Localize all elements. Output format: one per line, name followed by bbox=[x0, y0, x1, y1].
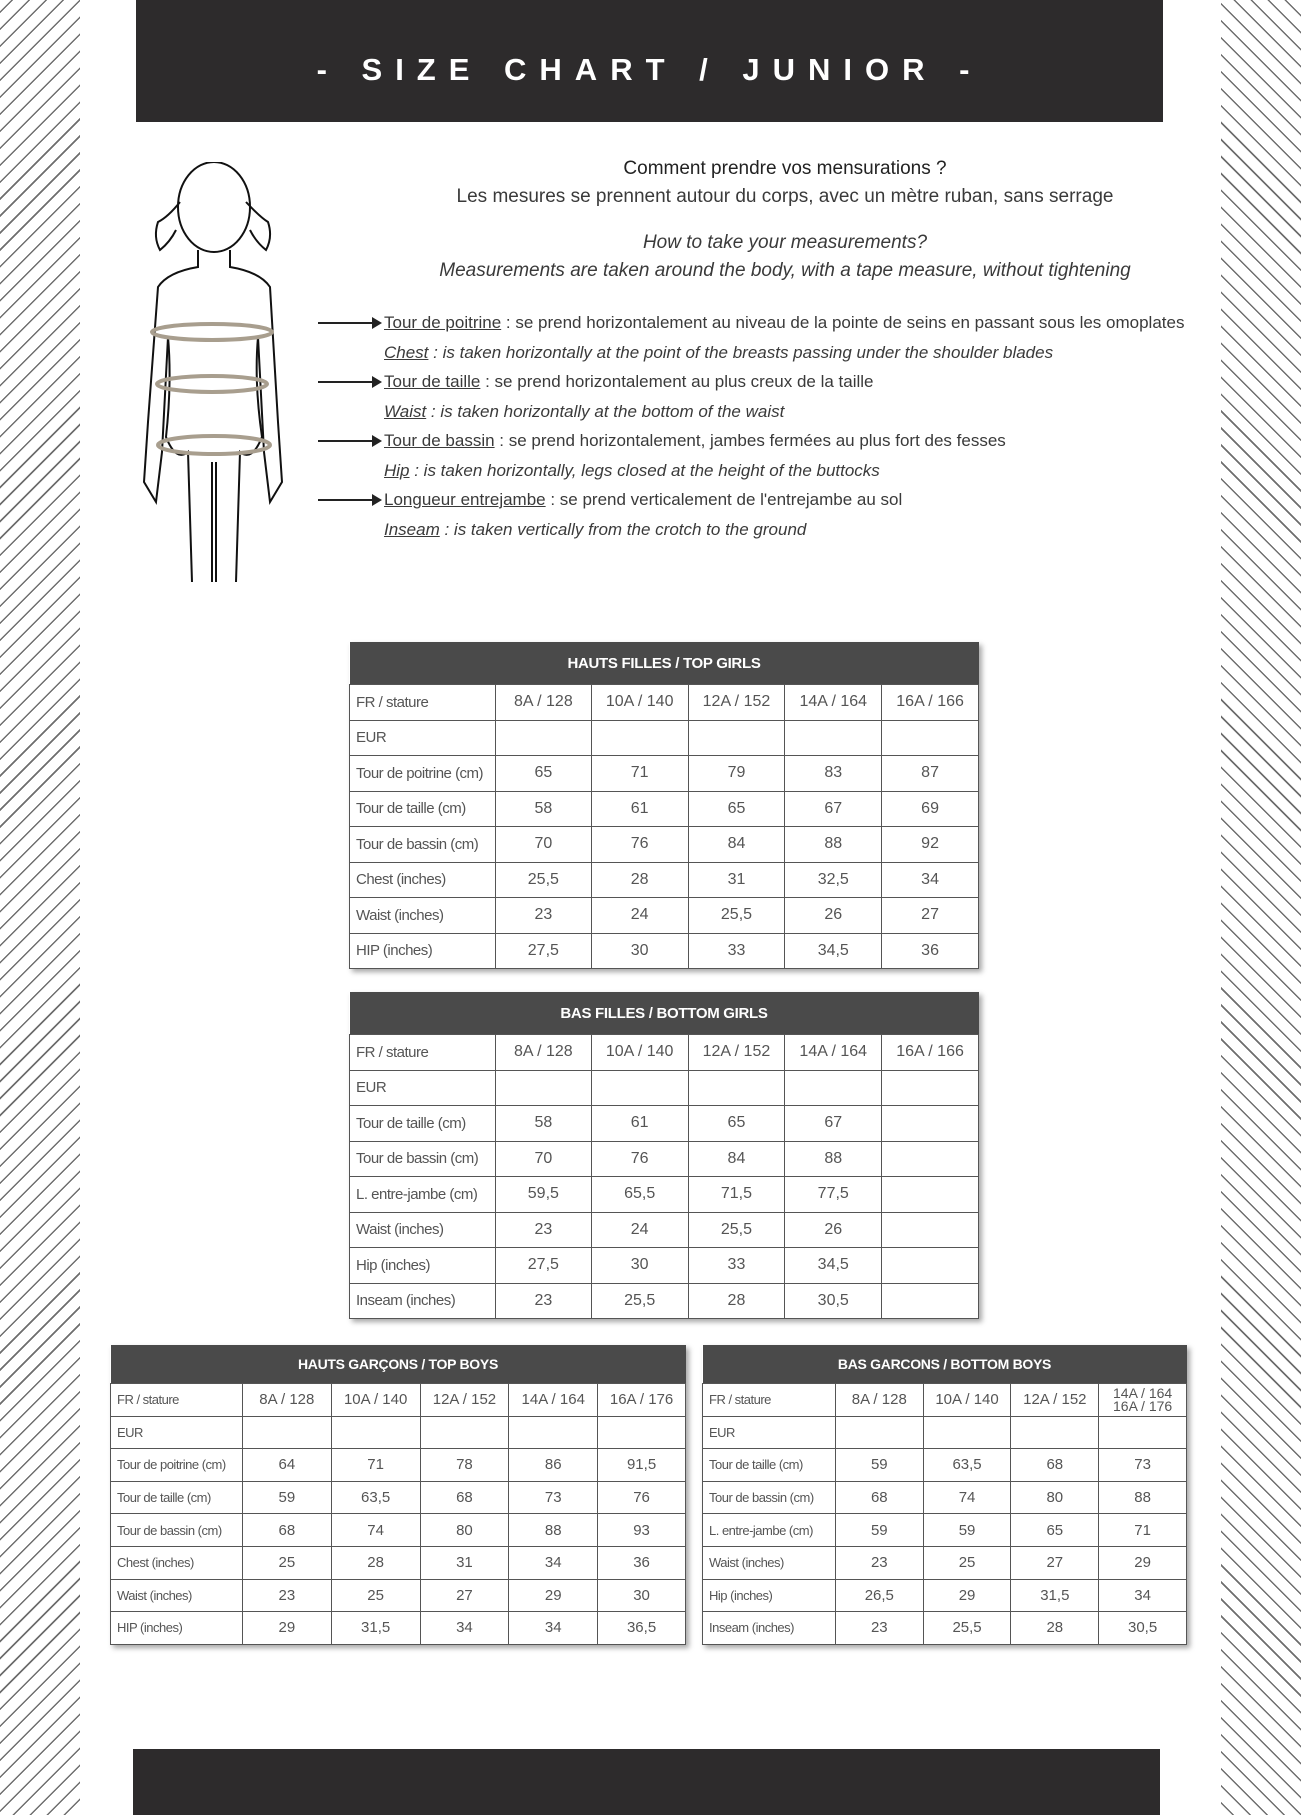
table-cell: 25,5 bbox=[591, 1283, 688, 1319]
row-label: Tour de taille (cm) bbox=[350, 1106, 496, 1142]
table-row bbox=[350, 862, 979, 898]
row-label: Hip (inches) bbox=[703, 1579, 836, 1612]
table-cell bbox=[509, 1416, 598, 1449]
definition-row bbox=[318, 367, 1198, 397]
table-cell: 69 bbox=[882, 791, 979, 827]
table-cell: 27 bbox=[420, 1579, 509, 1612]
table-cell: 68 bbox=[835, 1481, 923, 1514]
row-label: Tour de bassin (cm) bbox=[350, 827, 496, 863]
table-row bbox=[703, 1449, 1187, 1482]
table-cell: 31 bbox=[688, 862, 785, 898]
definition-text: : is taken vertically from the crotch to the ground bbox=[439, 519, 807, 539]
measurement-definitions bbox=[318, 308, 1198, 544]
table-cell: 34,5 bbox=[785, 933, 882, 969]
table-row bbox=[350, 720, 979, 756]
table-cell: 68 bbox=[420, 1481, 509, 1514]
definition-text: : se prend horizontalement, jambes fermées au plus fort des fesses bbox=[494, 431, 1006, 450]
table-cell: 59 bbox=[242, 1481, 331, 1514]
table-cell: 32,5 bbox=[785, 862, 882, 898]
size-header: 16A / 166 bbox=[882, 685, 979, 721]
table-row bbox=[111, 1514, 686, 1547]
header-banner bbox=[136, 0, 1163, 122]
table-cell bbox=[495, 720, 591, 756]
table-row bbox=[350, 1035, 979, 1071]
table-row bbox=[703, 1384, 1187, 1417]
table-cell bbox=[923, 1416, 1011, 1449]
table-cell: 34 bbox=[420, 1612, 509, 1645]
row-label: Inseam (inches) bbox=[350, 1283, 496, 1319]
definition-text: : se prend horizontalement au plus creux de la taille bbox=[480, 372, 874, 391]
table-cell: 65 bbox=[1011, 1514, 1099, 1547]
table-cell: 76 bbox=[591, 827, 688, 863]
table-cell: 30 bbox=[598, 1579, 686, 1612]
table-cell: 36 bbox=[882, 933, 979, 969]
arrow-right-icon bbox=[318, 322, 380, 324]
table-cell: 34,5 bbox=[785, 1248, 882, 1284]
row-label: Waist (inches) bbox=[111, 1579, 243, 1612]
definition-text: : is taken horizontally at the point of the breasts passing under the shoulder blades bbox=[428, 342, 1054, 362]
definition-row bbox=[318, 515, 1198, 545]
size-header: 8A / 128 bbox=[242, 1384, 331, 1417]
table-cell bbox=[882, 1212, 979, 1248]
table-cell bbox=[598, 1416, 686, 1449]
table-row bbox=[350, 791, 979, 827]
intro-fr-text: Les mesures se prennent autour du corps, avec un mètre ruban, sans serrage bbox=[456, 186, 1114, 207]
table-cell bbox=[591, 1070, 688, 1106]
table-cell bbox=[420, 1416, 509, 1449]
table-cell: 24 bbox=[591, 1212, 688, 1248]
table-row bbox=[350, 756, 979, 792]
table-cell: 23 bbox=[242, 1579, 331, 1612]
arrow-right-icon bbox=[318, 381, 380, 383]
table-row bbox=[111, 1546, 686, 1579]
table-cell: 88 bbox=[785, 827, 882, 863]
table-cell: 36,5 bbox=[598, 1612, 686, 1645]
table-cell: 31,5 bbox=[331, 1612, 420, 1645]
table-cell bbox=[785, 720, 882, 756]
table-cell: 67 bbox=[785, 791, 882, 827]
table-cell: 29 bbox=[923, 1579, 1011, 1612]
table-cell: 23 bbox=[495, 898, 591, 934]
table-cell: 29 bbox=[509, 1579, 598, 1612]
measurement-intro bbox=[420, 155, 1150, 285]
arrow-right-icon bbox=[318, 440, 380, 442]
row-label: Tour de taille (cm) bbox=[111, 1481, 243, 1514]
table-cell bbox=[688, 1070, 785, 1106]
size-header: 14A / 164 bbox=[785, 685, 882, 721]
table-cell: 23 bbox=[835, 1546, 923, 1579]
table-cell: 25 bbox=[331, 1579, 420, 1612]
table-cell: 31,5 bbox=[1011, 1579, 1099, 1612]
row-label: EUR bbox=[111, 1416, 243, 1449]
intro-fr-question: Comment prendre vos mensurations ? bbox=[623, 158, 947, 179]
table-row bbox=[703, 1514, 1187, 1547]
size-header: 16A / 166 bbox=[882, 1035, 979, 1071]
table-cell: 23 bbox=[495, 1283, 591, 1319]
table-cell bbox=[835, 1416, 923, 1449]
table-cell: 88 bbox=[509, 1514, 598, 1547]
row-label: HIP (inches) bbox=[350, 933, 496, 969]
size-header: 14A / 164 16A / 176 bbox=[1099, 1384, 1187, 1417]
table-cell bbox=[882, 1283, 979, 1319]
table-cell: 84 bbox=[688, 1141, 785, 1177]
table-cell: 87 bbox=[882, 756, 979, 792]
table-cell: 80 bbox=[1011, 1481, 1099, 1514]
table-cell: 36 bbox=[598, 1546, 686, 1579]
definition-row bbox=[318, 338, 1198, 368]
footer-banner bbox=[133, 1749, 1160, 1815]
definition-text: : se prend horizontalement au niveau de la pointe de seins en passant sous les omoplates bbox=[501, 313, 1185, 332]
row-label: L. entre-jambe (cm) bbox=[703, 1514, 836, 1547]
table-row bbox=[111, 1612, 686, 1645]
table-cell: 28 bbox=[591, 862, 688, 898]
table-cell: 88 bbox=[785, 1141, 882, 1177]
size-header: 10A / 140 bbox=[923, 1384, 1011, 1417]
row-label: L. entre-jambe (cm) bbox=[350, 1177, 496, 1213]
size-header: 8A / 128 bbox=[495, 685, 591, 721]
right-stripe-border bbox=[1221, 0, 1301, 1815]
table-cell bbox=[882, 1070, 979, 1106]
table-cell: 28 bbox=[331, 1546, 420, 1579]
table-cell: 83 bbox=[785, 756, 882, 792]
row-label: Tour de poitrine (cm) bbox=[350, 756, 496, 792]
definition-row bbox=[318, 456, 1198, 486]
size-header: 12A / 152 bbox=[688, 685, 785, 721]
table-cell: 92 bbox=[882, 827, 979, 863]
table-row bbox=[111, 1481, 686, 1514]
table-cell bbox=[495, 1070, 591, 1106]
row-label: Chest (inches) bbox=[111, 1546, 243, 1579]
table-cell: 27 bbox=[1011, 1546, 1099, 1579]
table-cell: 30 bbox=[591, 933, 688, 969]
table-cell: 80 bbox=[420, 1514, 509, 1547]
table-cell: 74 bbox=[923, 1481, 1011, 1514]
table-cell: 93 bbox=[598, 1514, 686, 1547]
table-row bbox=[350, 898, 979, 934]
table-cell: 34 bbox=[1099, 1579, 1187, 1612]
row-label: Waist (inches) bbox=[350, 1212, 496, 1248]
table-cell: 59 bbox=[835, 1514, 923, 1547]
table-cell: 33 bbox=[688, 1248, 785, 1284]
definition-text: : is taken horizontally, legs closed at the height of the buttocks bbox=[409, 460, 880, 480]
table-cell: 24 bbox=[591, 898, 688, 934]
definition-term: Inseam bbox=[384, 519, 440, 539]
table-cell: 84 bbox=[688, 827, 785, 863]
row-label: Tour de bassin (cm) bbox=[111, 1514, 243, 1547]
row-label: Tour de poitrine (cm) bbox=[111, 1449, 243, 1482]
table-cell: 30 bbox=[591, 1248, 688, 1284]
table-cell: 26 bbox=[785, 898, 882, 934]
row-label: Chest (inches) bbox=[350, 862, 496, 898]
table-row bbox=[703, 1416, 1187, 1449]
table-cell: 64 bbox=[242, 1449, 331, 1482]
table-row bbox=[350, 827, 979, 863]
table-cell: 31 bbox=[420, 1546, 509, 1579]
table-title: BAS GARCONS / BOTTOM BOYS bbox=[703, 1345, 1187, 1384]
table-cell: 71 bbox=[591, 756, 688, 792]
size-header: 8A / 128 bbox=[495, 1035, 591, 1071]
table-cell: 73 bbox=[509, 1481, 598, 1514]
table-cell: 65 bbox=[495, 756, 591, 792]
row-label: FR / stature bbox=[703, 1384, 836, 1417]
table-cell: 25 bbox=[923, 1546, 1011, 1579]
table-row bbox=[703, 1612, 1187, 1645]
table-cell: 59,5 bbox=[495, 1177, 591, 1213]
table-row bbox=[350, 685, 979, 721]
row-label: Tour de taille (cm) bbox=[350, 791, 496, 827]
table-cell: 71,5 bbox=[688, 1177, 785, 1213]
size-header: 14A / 164 bbox=[509, 1384, 598, 1417]
table-cell: 59 bbox=[835, 1449, 923, 1482]
table-cell: 67 bbox=[785, 1106, 882, 1142]
row-label: HIP (inches) bbox=[111, 1612, 243, 1645]
table-cell bbox=[331, 1416, 420, 1449]
definition-row bbox=[318, 485, 1198, 515]
table-cell: 63,5 bbox=[923, 1449, 1011, 1482]
table-cell bbox=[882, 1106, 979, 1142]
row-label: Hip (inches) bbox=[350, 1248, 496, 1284]
table-cell: 27,5 bbox=[495, 1248, 591, 1284]
size-header: 8A / 128 bbox=[835, 1384, 923, 1417]
table-row bbox=[703, 1546, 1187, 1579]
left-stripe-border bbox=[0, 0, 80, 1815]
table-cell bbox=[242, 1416, 331, 1449]
table-cell: 76 bbox=[598, 1481, 686, 1514]
table-row bbox=[350, 1106, 979, 1142]
table-cell: 77,5 bbox=[785, 1177, 882, 1213]
table-cell: 23 bbox=[835, 1612, 923, 1645]
table-row bbox=[111, 1416, 686, 1449]
size-header: 10A / 140 bbox=[591, 1035, 688, 1071]
size-header: 12A / 152 bbox=[688, 1035, 785, 1071]
table-cell: 73 bbox=[1099, 1449, 1187, 1482]
table-row bbox=[350, 1177, 979, 1213]
table-cell: 25 bbox=[242, 1546, 331, 1579]
table-cell: 30,5 bbox=[785, 1283, 882, 1319]
table-row bbox=[350, 1248, 979, 1284]
table-cell: 27,5 bbox=[495, 933, 591, 969]
definition-row bbox=[318, 308, 1198, 338]
table-cell: 79 bbox=[688, 756, 785, 792]
definition-term: Tour de taille bbox=[384, 372, 481, 391]
definition-term: Longueur entrejambe bbox=[384, 490, 546, 509]
table-cell: 34 bbox=[509, 1546, 598, 1579]
table-cell bbox=[1099, 1416, 1187, 1449]
intro-en-question: How to take your measurements? bbox=[642, 232, 928, 253]
table-row bbox=[111, 1579, 686, 1612]
table-title: HAUTS GARÇONS / TOP BOYS bbox=[111, 1345, 686, 1384]
table-cell: 86 bbox=[509, 1449, 598, 1482]
definition-term: Waist bbox=[384, 401, 427, 421]
row-label: Waist (inches) bbox=[350, 898, 496, 934]
table-cell: 25,5 bbox=[688, 898, 785, 934]
table-cell: 70 bbox=[495, 1141, 591, 1177]
size-header: 12A / 152 bbox=[1011, 1384, 1099, 1417]
definition-term: Tour de bassin bbox=[384, 431, 495, 450]
table-cell: 25,5 bbox=[923, 1612, 1011, 1645]
row-label: Tour de taille (cm) bbox=[703, 1449, 836, 1482]
row-label: Tour de bassin (cm) bbox=[703, 1481, 836, 1514]
definition-row bbox=[318, 426, 1198, 456]
row-label: FR / stature bbox=[350, 685, 496, 721]
table-cell: 33 bbox=[688, 933, 785, 969]
table-row bbox=[350, 1070, 979, 1106]
table-cell: 59 bbox=[923, 1514, 1011, 1547]
table-cell: 25,5 bbox=[495, 862, 591, 898]
table-cell bbox=[688, 720, 785, 756]
intro-en-text: Measurements are taken around the body, with a tape measure, without tightening bbox=[439, 260, 1131, 281]
child-figure-illustration bbox=[128, 162, 288, 592]
table-cell: 63,5 bbox=[331, 1481, 420, 1514]
table-cell: 65,5 bbox=[591, 1177, 688, 1213]
row-label: EUR bbox=[350, 1070, 496, 1106]
table-cell: 76 bbox=[591, 1141, 688, 1177]
table-top-girls bbox=[349, 642, 979, 969]
definition-term: Hip bbox=[384, 460, 410, 480]
table-cell: 71 bbox=[331, 1449, 420, 1482]
size-header: 10A / 140 bbox=[331, 1384, 420, 1417]
table-cell: 29 bbox=[1099, 1546, 1187, 1579]
page-title: - SIZE CHART / JUNIOR - bbox=[316, 52, 983, 87]
table-cell: 68 bbox=[1011, 1449, 1099, 1482]
table-row bbox=[350, 1283, 979, 1319]
definition-text: : is taken horizontally at the bottom of the waist bbox=[426, 401, 785, 421]
size-header: 10A / 140 bbox=[591, 685, 688, 721]
table-cell: 71 bbox=[1099, 1514, 1187, 1547]
table-cell: 28 bbox=[1011, 1612, 1099, 1645]
table-top-boys bbox=[110, 1345, 686, 1645]
definition-text: : se prend verticalement de l'entrejambe au sol bbox=[545, 490, 903, 509]
table-cell: 58 bbox=[495, 1106, 591, 1142]
table-cell bbox=[1011, 1416, 1099, 1449]
table-cell: 30,5 bbox=[1099, 1612, 1187, 1645]
table-bottom-boys bbox=[702, 1345, 1187, 1645]
row-label: EUR bbox=[350, 720, 496, 756]
table-row bbox=[350, 1141, 979, 1177]
table-cell bbox=[591, 720, 688, 756]
table-cell: 34 bbox=[509, 1612, 598, 1645]
table-bottom-girls bbox=[349, 992, 979, 1319]
row-label: Inseam (inches) bbox=[703, 1612, 836, 1645]
row-label: Tour de bassin (cm) bbox=[350, 1141, 496, 1177]
table-row bbox=[703, 1481, 1187, 1514]
table-cell: 74 bbox=[331, 1514, 420, 1547]
table-cell: 78 bbox=[420, 1449, 509, 1482]
table-cell: 65 bbox=[688, 791, 785, 827]
table-row bbox=[111, 1384, 686, 1417]
table-cell: 61 bbox=[591, 1106, 688, 1142]
definition-term: Tour de poitrine bbox=[384, 313, 502, 332]
table-row bbox=[350, 933, 979, 969]
table-cell: 58 bbox=[495, 791, 591, 827]
table-cell: 68 bbox=[242, 1514, 331, 1547]
row-label: FR / stature bbox=[350, 1035, 496, 1071]
size-header: 14A / 164 bbox=[785, 1035, 882, 1071]
table-cell: 91,5 bbox=[598, 1449, 686, 1482]
table-cell: 26,5 bbox=[835, 1579, 923, 1612]
table-cell bbox=[882, 720, 979, 756]
table-cell: 88 bbox=[1099, 1481, 1187, 1514]
definition-row bbox=[318, 397, 1198, 427]
table-row bbox=[350, 1212, 979, 1248]
table-title: HAUTS FILLES / TOP GIRLS bbox=[350, 642, 979, 685]
table-row bbox=[111, 1449, 686, 1482]
table-cell: 29 bbox=[242, 1612, 331, 1645]
row-label: FR / stature bbox=[111, 1384, 243, 1417]
table-cell: 23 bbox=[495, 1212, 591, 1248]
table-cell: 27 bbox=[882, 898, 979, 934]
table-cell bbox=[785, 1070, 882, 1106]
table-title: BAS FILLES / BOTTOM GIRLS bbox=[350, 992, 979, 1035]
table-cell: 34 bbox=[882, 862, 979, 898]
definition-term: Chest bbox=[384, 342, 429, 362]
table-cell bbox=[882, 1248, 979, 1284]
arrow-right-icon bbox=[318, 499, 380, 501]
size-header: 16A / 176 bbox=[598, 1384, 686, 1417]
table-cell: 70 bbox=[495, 827, 591, 863]
table-cell: 61 bbox=[591, 791, 688, 827]
table-row bbox=[703, 1579, 1187, 1612]
table-cell: 25,5 bbox=[688, 1212, 785, 1248]
table-cell bbox=[882, 1141, 979, 1177]
table-cell: 28 bbox=[688, 1283, 785, 1319]
table-cell: 65 bbox=[688, 1106, 785, 1142]
row-label: EUR bbox=[703, 1416, 836, 1449]
table-cell bbox=[882, 1177, 979, 1213]
table-cell: 26 bbox=[785, 1212, 882, 1248]
size-header: 12A / 152 bbox=[420, 1384, 509, 1417]
row-label: Waist (inches) bbox=[703, 1546, 836, 1579]
